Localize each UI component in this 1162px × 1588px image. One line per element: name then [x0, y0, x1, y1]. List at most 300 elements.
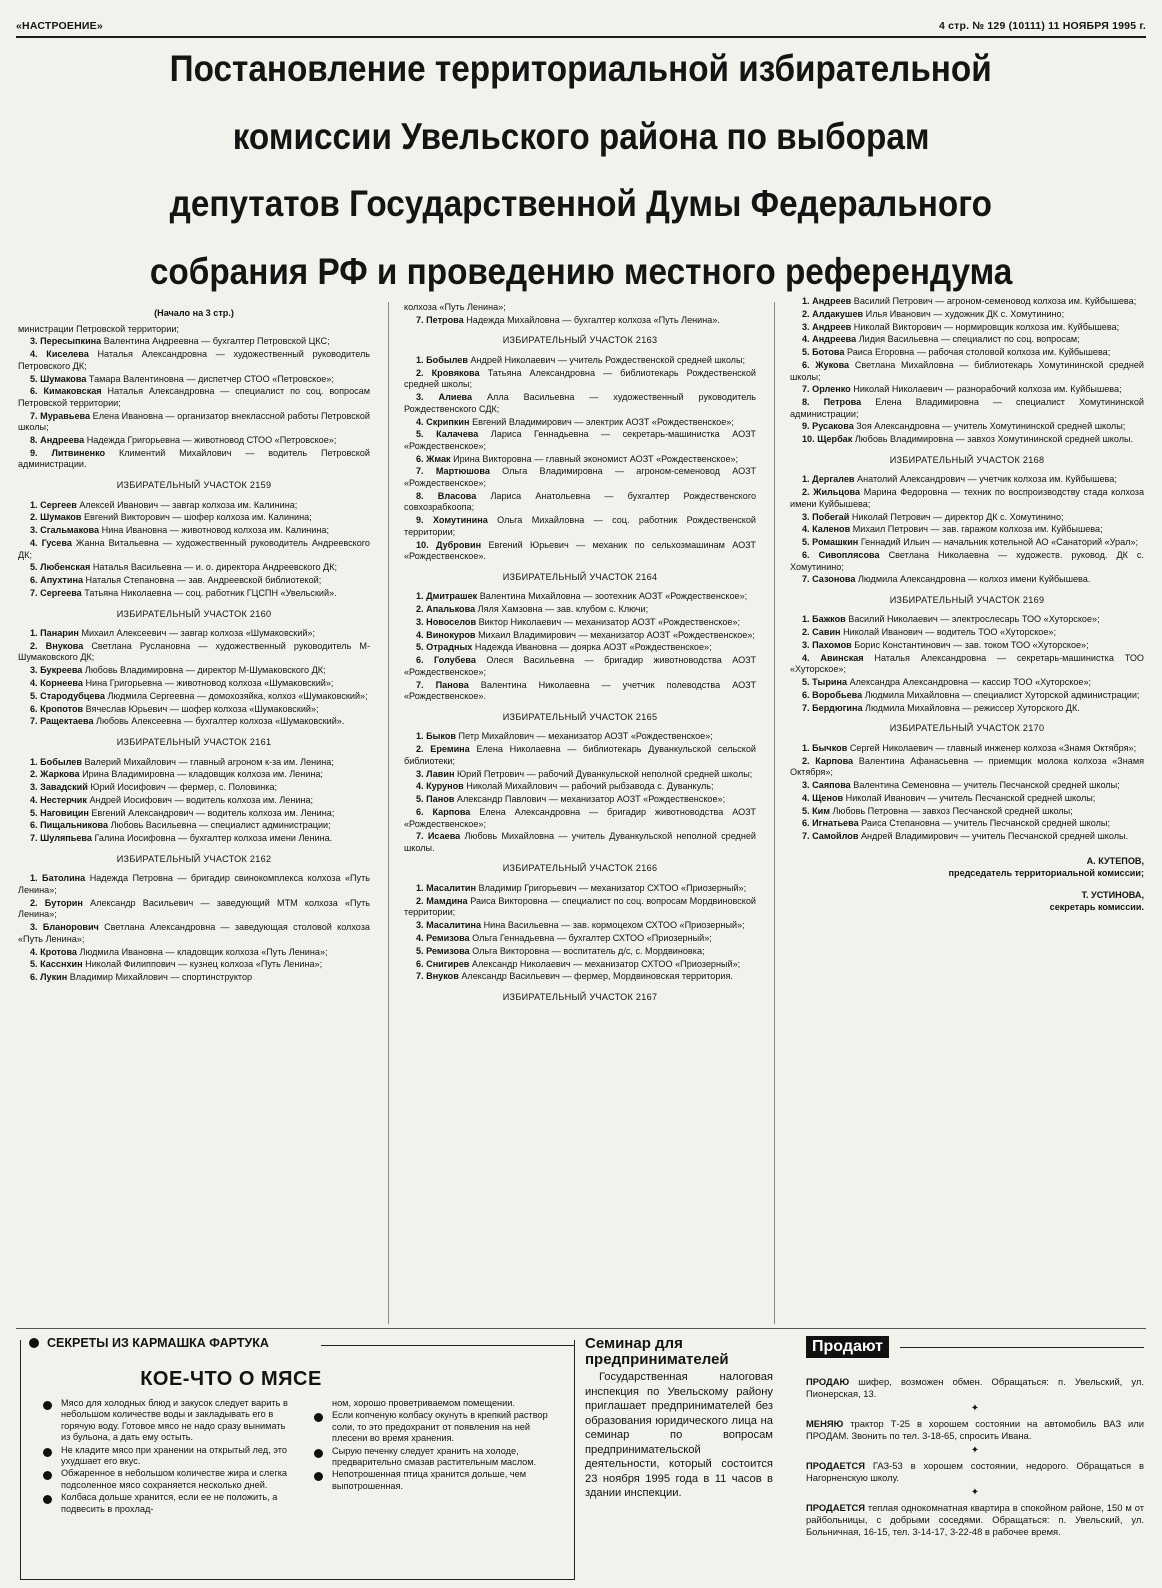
member-entry — [404, 794, 756, 806]
member-number: 6. — [802, 359, 810, 370]
member-name: Ким — [812, 805, 830, 816]
member-name: Муравьева — [40, 410, 91, 421]
member-role: Любовь Петровна — завхоз Песчанской средней школы; — [832, 805, 1073, 816]
tip-paragraph: ном, хорошо проветриваемом помещении. — [332, 1398, 515, 1408]
member-role: Елена Александровна — бригадир животноводства АОЗТ «Рождественское»; — [404, 806, 756, 829]
member-role: Николай Петрович — директор ДК с. Хомутинино; — [851, 511, 1064, 522]
member-name: Дергалев — [812, 474, 855, 485]
member-number: 8. — [30, 435, 38, 446]
member-number: 1. — [416, 354, 424, 365]
member-entry — [404, 807, 756, 830]
member-entry — [404, 781, 756, 793]
recipe-rubric — [29, 1336, 269, 1350]
member-number: 6. — [802, 549, 810, 560]
member-number: 1. — [802, 474, 810, 485]
member-entry — [18, 538, 370, 561]
member-name: Корнеева — [40, 678, 83, 689]
bullet-icon — [29, 1338, 39, 1348]
member-entry — [18, 386, 370, 409]
member-role: Климентий Михайлович — водитель Петровской администрации. — [18, 447, 370, 470]
member-entry — [790, 703, 1144, 715]
ad-text: трактор Т-25 в хорошем состоянии на автомобиль ВАЗ или ПРОДАМ. Звонить по тел. 3-18-65, спросить Ивана. — [806, 1418, 1145, 1441]
ad-lead: ПРОДАЮ — [806, 1376, 850, 1387]
member-role: Василий Петрович — агроном-семеновод колхоза им. Куйбышева; — [853, 296, 1137, 306]
member-entry — [790, 322, 1144, 334]
member-entry — [404, 429, 756, 452]
member-entry — [790, 360, 1144, 383]
ad-entry — [806, 1376, 1144, 1400]
member-role: Людмила Сергеевна — домохозяйка, колхоз «Шумаковский»; — [107, 690, 368, 701]
member-role: Наталья Степановна — зав. Андреевской библиотекой; — [85, 575, 322, 586]
member-name: Сергеев — [40, 499, 77, 510]
member-role: Ляля Хамзовна — зав. клубом с. Ключи; — [477, 604, 649, 615]
member-role: Нина Васильевна — зав. кормоцехом СХТОО «Приозерный»; — [483, 920, 745, 931]
member-entry — [18, 448, 370, 471]
member-name: Бланорович — [42, 922, 99, 933]
signer-title: председатель территориальной комиссии; — [948, 867, 1144, 878]
member-role: Валентина Андреевна — бухгалтер Петровской ЦКС; — [103, 336, 330, 347]
member-entry — [790, 397, 1144, 420]
member-number: 7. — [802, 384, 810, 395]
member-list — [790, 614, 1144, 714]
member-name: Ботова — [812, 347, 845, 358]
member-number: 4. — [30, 946, 38, 957]
member-number: 3. — [30, 525, 38, 536]
member-role: Ольга Викторовна — воспитатель д/с, с. Мордвиновка; — [472, 945, 705, 956]
signer-title: секретарь комиссии. — [1049, 901, 1144, 912]
member-entry — [404, 368, 756, 391]
member-role: Наталья Александровна — секретарь-машинистка ТОО «Хуторское»; — [790, 652, 1144, 675]
member-entry — [404, 971, 756, 983]
member-number: 3. — [30, 336, 38, 347]
member-number: 2. — [802, 487, 810, 498]
member-role: Анатолий Александрович — учетчик колхоза им. Куйбышева; — [857, 474, 1117, 485]
section-heading: ИЗБИРАТЕЛЬНЫЙ УЧАСТОК 2170 — [889, 723, 1045, 734]
member-name: Воробьева — [812, 689, 863, 700]
member-number: 2. — [802, 755, 810, 766]
member-role: Елена Николаевна — библиотекарь Дуванкульской сельской библиотеки; — [404, 744, 756, 766]
member-role: Андрей Иосифович — водитель колхоза им. Ленина; — [89, 794, 314, 805]
member-role: Елена Ивановна — организатор внеклассной работы Петровской школы; — [18, 410, 370, 433]
section-heading: ИЗБИРАТЕЛЬНЫЙ УЧАСТОК 2167 — [502, 991, 658, 1002]
member-number: 4. — [416, 781, 424, 792]
recipe-box — [20, 1336, 575, 1580]
member-role: Александр Павлович — механизатор АОЗТ «Рождественское»; — [456, 794, 726, 805]
section-heading: ИЗБИРАТЕЛЬНЫЙ УЧАСТОК 2166 — [502, 863, 658, 874]
member-entry — [404, 896, 756, 919]
member-entry — [404, 515, 756, 538]
member-name: Андреева — [812, 334, 857, 345]
member-name: Пищальникова — [40, 820, 109, 831]
member-role: Светлана Александровна — заведующая столовой колхоза «Путь Ленина»; — [18, 922, 370, 944]
member-entry — [404, 630, 756, 642]
member-number: 2. — [416, 367, 424, 378]
member-entry — [404, 491, 756, 514]
member-number: 5. — [802, 805, 810, 816]
member-number: 5. — [30, 562, 38, 573]
member-number: 6. — [802, 818, 810, 829]
member-number: 3. — [802, 780, 810, 791]
member-entry — [18, 757, 370, 769]
member-entry — [18, 922, 370, 945]
member-role: Валентина Семеновна — учитель Песчанской средней школы; — [853, 780, 1120, 791]
member-role: Вячеслав Юрьевич — шофер колхоза «Шумаковский»; — [85, 703, 319, 714]
member-number: 2. — [416, 895, 424, 906]
section-heading: ИЗБИРАТЕЛЬНЫЙ УЧАСТОК 2165 — [502, 711, 658, 722]
member-list — [404, 355, 756, 563]
member-role: Николай Михайлович — рабочий рыбзавода с. Дуванкуль; — [466, 781, 714, 792]
signer-name: Т. УСТИНОВА, — [1081, 889, 1144, 900]
member-role: Александра Александровна — кассир ТОО «Хуторское»; — [849, 677, 1092, 688]
rubric-label: СЕКРЕТЫ ИЗ КАРМАШКА ФАРТУКА — [47, 1336, 269, 1350]
member-number: 3. — [30, 922, 38, 933]
member-entry — [790, 831, 1144, 843]
headline-line: собрания РФ и проведению местного референдума — [149, 250, 1013, 292]
member-name: Нестерчик — [40, 794, 87, 805]
member-number: 5. — [802, 537, 810, 548]
member-role: Зоя Александровна — учитель Хомутининской средней школы; — [856, 421, 1126, 432]
ad-entry — [806, 1460, 1144, 1484]
member-number: 4. — [30, 349, 38, 360]
member-number: 4. — [30, 794, 38, 805]
member-name: Лавин — [426, 768, 455, 779]
member-name: Масалитина — [426, 920, 482, 931]
member-entry — [404, 946, 756, 958]
member-role: Ирина Викторовна — главный экономист АОЗТ «Рождественское»; — [453, 453, 739, 464]
member-name: Сивоплясова — [818, 549, 880, 560]
member-name: Алдакушев — [812, 308, 864, 319]
member-role: Михаил Петрович — зав. гаражом колхоза им. Куйбышева; — [852, 524, 1103, 535]
tip-paragraph: Обжаренное в небольшом количестве жира и слегка подсоленное мясо сохраняется несколько дней. — [41, 1468, 290, 1491]
member-role: Юрий Петрович — рабочий Дуванкульской неполной средней школы; — [457, 768, 753, 779]
member-name: Голубева — [433, 655, 476, 666]
member-entry — [790, 574, 1144, 586]
member-name: Еремина — [430, 744, 470, 755]
member-number: 5. — [30, 690, 38, 701]
member-number: 3. — [416, 768, 424, 779]
member-role: Наталья Александровна — художественный руководитель Петровского ДК; — [18, 349, 370, 371]
member-number: 2. — [30, 897, 38, 908]
member-name: Алиева — [438, 392, 473, 403]
member-entry — [18, 411, 370, 434]
tips-column — [312, 1398, 561, 1516]
recipe-columns — [41, 1398, 561, 1516]
section-heading: ИЗБИРАТЕЛЬНЫЙ УЧАСТОК 2164 — [502, 571, 658, 582]
member-role: Александр Васильевич — заведующий МТМ колхоза «Путь Ленина»; — [18, 897, 370, 920]
member-role: Людмила Михайловна — специалист Хуторской администрации; — [864, 689, 1140, 700]
member-role: Раиса Степановна — учитель Песчанской средней школы; — [861, 818, 1110, 829]
ad-text: шифер, возможен обмен. Обращаться: п. Увельский, ул. Пионерская, 13. — [806, 1376, 1144, 1399]
member-role: Валерий Михайлович — главный агроном к-за им. Ленина; — [84, 756, 334, 767]
section-name: «НАСТРОЕНИЕ» — [16, 20, 103, 32]
signer-name: А. КУТЕПОВ, — [1086, 855, 1144, 866]
member-entry — [404, 731, 756, 743]
ad-text: ГАЗ-53 в хорошем состоянии, недорого. Обращаться в Нагорненскую школу. — [806, 1460, 1144, 1483]
member-number: 7. — [802, 831, 810, 842]
member-name: Саяпова — [812, 780, 851, 791]
member-name: Винокуров — [426, 629, 476, 640]
member-role: Нина Григорьевна — животновод колхоза «Шумаковский»; — [85, 678, 334, 689]
member-role: Евгений Юрьевич — механик по сельхозмашинам АОЗТ «Рождественское». — [404, 539, 756, 562]
member-number: 4. — [802, 334, 810, 345]
member-role: Валентина Михайловна — зоотехник АОЗТ «Рождественское»; — [479, 591, 748, 602]
main-headline — [40, 50, 1122, 290]
member-role: Тамара Валентиновна — диспетчер СТОО «Петровское»; — [88, 373, 334, 384]
member-role: Геннадий Ильич — начальник котельной АО «Санаторий «Урал»; — [860, 537, 1139, 548]
member-number: 6. — [30, 575, 38, 586]
member-number: 6. — [416, 806, 424, 817]
member-entry — [18, 336, 370, 348]
member-role: Ирина Владимировна — кладовщик колхоза им. Ленина; — [82, 769, 323, 780]
member-role: Алла Васильевна — художественный руководитель Рождественского СДК; — [404, 392, 756, 414]
member-number: 7. — [802, 574, 810, 585]
member-role: Андрей Николаевич — учитель Рождественской средней школы; — [470, 354, 746, 365]
member-entry — [790, 524, 1144, 536]
member-entry — [790, 487, 1144, 510]
member-number: 3. — [802, 640, 810, 651]
member-name: Пересыпкина — [40, 336, 102, 347]
member-role: Марина Федоровна — техник по воспроизводству стада колхоза имени Куйбышева; — [790, 487, 1144, 509]
member-role: Жанна Витальевна — художественный руководитель Андреевского ДК; — [18, 537, 370, 560]
member-entry — [790, 806, 1144, 818]
member-entry — [404, 642, 756, 654]
member-number: 6. — [30, 820, 38, 831]
member-number: 1. — [30, 628, 38, 639]
member-number: 1. — [802, 614, 810, 625]
member-name: Авинская — [820, 652, 864, 663]
member-name: Бажков — [812, 614, 846, 625]
member-number: 5. — [802, 347, 810, 358]
member-role: Олеся Васильевна — бригадир животноводства АОЗТ «Рождественское»; — [404, 655, 756, 677]
member-name: Сазонова — [812, 574, 856, 585]
member-name: Киселева — [46, 349, 89, 360]
member-entry — [404, 466, 756, 489]
member-number: 5. — [416, 642, 424, 653]
member-name: Мартюшова — [435, 466, 490, 477]
member-name: Панарин — [40, 628, 79, 639]
member-name: Ремизова — [426, 945, 470, 956]
headline-line: депутатов Государственной Думы Федерального — [169, 183, 993, 225]
member-number: 1. — [802, 296, 810, 306]
member-entry — [404, 920, 756, 932]
member-entry — [18, 575, 370, 587]
member-name: Шумаков — [40, 512, 82, 523]
member-role: Наталья Александровна — специалист по соц. вопросам Петровской территории; — [18, 386, 370, 408]
member-name: Бобылев — [40, 756, 82, 767]
member-entry — [18, 349, 370, 372]
member-name: Щербак — [817, 434, 853, 445]
member-role: Николай Иванович — учитель Песчанской средней школы; — [845, 792, 1096, 803]
member-name: Бердюгина — [812, 702, 863, 713]
member-entry — [18, 525, 370, 537]
member-number: 4. — [416, 933, 424, 943]
member-entry — [18, 769, 370, 781]
member-number: 9. — [416, 515, 424, 526]
member-number: 4. — [802, 652, 810, 663]
member-number: 6. — [30, 972, 38, 983]
member-number: 7. — [416, 314, 424, 325]
member-role: Борис Константинович — зав. током ТОО «Хуторское»; — [854, 640, 1089, 651]
member-role: Илья Иванович — художник ДК с. Хомутинино; — [865, 308, 1065, 319]
member-entry — [404, 744, 756, 767]
member-role: Галина Иосифовна — бухгалтер колхоза имени Ленина. — [94, 833, 333, 844]
member-entry — [790, 756, 1144, 779]
separator-icon: ✦ — [970, 1487, 980, 1498]
member-name: Ращектаева — [40, 716, 94, 727]
member-name: Карпова — [432, 806, 471, 817]
member-number: 4. — [802, 792, 810, 803]
member-entry — [404, 959, 756, 971]
member-name: Каленов — [812, 524, 851, 535]
member-entry — [790, 818, 1144, 830]
ad-lead: ПРОДАЕТСЯ — [806, 1502, 865, 1513]
member-role: Владимир Григорьевич — механизатор СХТОО «Приозерный»; — [478, 883, 747, 894]
member-number: 9. — [802, 421, 810, 432]
member-name: Тырина — [812, 677, 848, 688]
issue-info: 4 стр. № 129 (10111) 11 НОЯБРЯ 1995 г. — [938, 20, 1146, 32]
tip-paragraph: Мясо для холодных блюд и закусок следует варить в небольшом количестве воды и закладывать его в горячую воду. Готовое мясо не надо сразу вынимать из бульона, а дать ему остыть. — [41, 1398, 290, 1444]
member-name: Жукова — [815, 359, 850, 370]
member-number: 3. — [416, 616, 424, 627]
member-entry — [18, 833, 370, 845]
member-number: 7. — [30, 833, 38, 844]
member-role: Лидия Васильевна — специалист по соц. вопросам; — [858, 334, 1080, 345]
member-role: Николай Филиппович — кузнец колхоза «Путь Ленина»; — [85, 959, 323, 970]
member-number: 2. — [416, 604, 424, 615]
section-heading: ИЗБИРАТЕЛЬНЫЙ УЧАСТОК 2159 — [116, 480, 272, 491]
member-entry — [790, 793, 1144, 805]
member-entry — [404, 540, 756, 563]
member-number: 7. — [30, 716, 38, 727]
member-number: 1. — [30, 499, 38, 510]
rubric-line — [321, 1345, 575, 1346]
member-number: 2. — [416, 744, 424, 755]
member-entry — [18, 678, 370, 690]
member-name: Касснхин — [40, 959, 83, 970]
member-role: Лариса Анатольевна — бухгалтер Рождественского совхозрабкоопа; — [404, 490, 756, 513]
member-role: Юрий Иосифович — фермер, с. Половинка; — [90, 782, 278, 793]
column-rule — [388, 302, 389, 1324]
member-number: 1. — [416, 883, 424, 894]
member-entry — [404, 454, 756, 466]
member-entry — [404, 655, 756, 678]
member-number: 9. — [30, 447, 38, 458]
member-role: Андрей Владимирович — учитель Песчанской средней школы. — [860, 831, 1129, 842]
member-name: Кротова — [40, 946, 77, 957]
member-entry — [404, 883, 756, 895]
separator-icon: ✦ — [970, 1403, 980, 1414]
seminar-title: Семинар для предпринимателей — [585, 1335, 729, 1368]
member-role: Валентина Николаевна — учетчик полеводства АОЗТ «Рождественское». — [404, 679, 756, 702]
member-role: Нина Ивановна — животновод колхоза им. Калинина; — [101, 525, 329, 536]
tip-paragraph: Не кладите мясо при хранении на открытый лед, это ухудшает его вкус. — [41, 1445, 290, 1468]
member-name: Курунов — [426, 781, 464, 792]
member-entry — [790, 550, 1144, 573]
member-entry — [790, 653, 1144, 676]
member-role: Наталья Васильевна — и. о. директора Андреевского ДК; — [92, 562, 338, 573]
member-entry — [18, 691, 370, 703]
member-name: Бычков — [812, 742, 848, 753]
member-role: Ольга Владимировна — агроном-семеновод АОЗТ «Рождественское»; — [404, 466, 756, 489]
member-role: Любовь Алексеевна — бухгалтер колхоза «Шумаковский». — [96, 716, 345, 727]
continued-note: (Начало на 3 стр.) — [154, 308, 234, 318]
member-number: 8. — [802, 397, 810, 408]
section-heading: ИЗБИРАТЕЛЬНЫЙ УЧАСТОК 2168 — [889, 454, 1045, 465]
member-entry — [790, 421, 1144, 433]
member-list — [404, 315, 756, 327]
member-number: 1. — [416, 731, 424, 742]
tip-paragraph: Если копченую колбасу окунуть в крепкий раствор соли, то это предохранит от появления на ней плесени во время хранения. — [312, 1410, 561, 1444]
member-number: 4. — [30, 678, 38, 689]
member-role: Раиса Викторовна — специалист по соц. вопросам Мордвиновской территории; — [404, 895, 756, 918]
member-entry — [790, 384, 1144, 396]
member-name: Ремизова — [426, 933, 470, 943]
member-entry — [790, 309, 1144, 321]
member-role: Людмила Михайловна — режиссер Хуторского ДК. — [865, 702, 1080, 713]
member-entry — [404, 933, 756, 945]
member-name: Исаева — [427, 831, 461, 842]
member-number: 1. — [802, 742, 810, 753]
member-name: Скрипкин — [426, 416, 470, 427]
member-name: Мамдина — [426, 895, 468, 906]
member-number: 2. — [30, 512, 38, 523]
member-name: Кровякова — [431, 367, 480, 378]
member-name: Жаркова — [40, 769, 80, 780]
member-name: Андреев — [812, 321, 852, 332]
member-entry — [18, 628, 370, 640]
section-heading: ИЗБИРАТЕЛЬНЫЙ УЧАСТОК 2162 — [116, 853, 272, 864]
member-number: 5. — [30, 807, 38, 818]
member-name: Завадский — [40, 782, 88, 793]
member-entry — [790, 743, 1144, 755]
member-entry — [18, 959, 370, 971]
member-name: Самойлов — [812, 831, 859, 842]
member-number: 6. — [416, 655, 424, 666]
member-name: Петрова — [426, 314, 464, 325]
member-name: Новоселов — [426, 616, 477, 627]
member-list — [404, 731, 756, 854]
member-name: Пахомов — [812, 640, 852, 651]
member-number: 3. — [30, 782, 38, 793]
member-role: Любовь Михайловна — учитель Дуванкульской неполной средней школы. — [404, 831, 756, 853]
member-role: Надежда Петровна — бригадир свинокомплекса колхоза «Путь Ленина»; — [18, 873, 370, 896]
member-name: Буторин — [44, 897, 83, 908]
recipe-title: КОЕ-ЧТО О МЯСЕ — [140, 1368, 322, 1390]
member-role: Евгений Викторович — шофер колхоза им. Калинина; — [83, 512, 312, 523]
member-number: 5. — [416, 945, 424, 956]
ads-list — [790, 1376, 1144, 1538]
member-entry — [18, 512, 370, 524]
member-number: 6. — [802, 689, 810, 700]
classified-ads — [790, 1336, 1144, 1584]
member-role: Ольга Геннадьевна — бухгалтер СХТОО «Приозерный»; — [472, 933, 712, 943]
member-role: Надежда Михайловна — бухгалтер колхоза «Путь Ленина». — [466, 314, 720, 325]
member-entry — [18, 898, 370, 921]
member-role: Светлана Николаевна — художеств. руковод. ДК с. Хомутинино; — [790, 549, 1144, 572]
member-entry — [18, 588, 370, 600]
member-entry — [18, 782, 370, 794]
member-role: Сергей Николаевич — главный инженер колхоза «Знамя Октября»; — [849, 742, 1137, 753]
tip-paragraph: Колбаса дольше хранится, если ее не положить, а подвесить в прохлад- — [41, 1492, 290, 1515]
member-name: Савин — [812, 627, 841, 638]
member-list — [790, 296, 1144, 446]
member-entry — [18, 795, 370, 807]
member-number: 5. — [30, 959, 38, 970]
member-entry — [18, 808, 370, 820]
member-name: Шуляпьева — [40, 833, 92, 844]
member-name: Любенская — [40, 562, 91, 573]
member-list — [790, 743, 1144, 843]
